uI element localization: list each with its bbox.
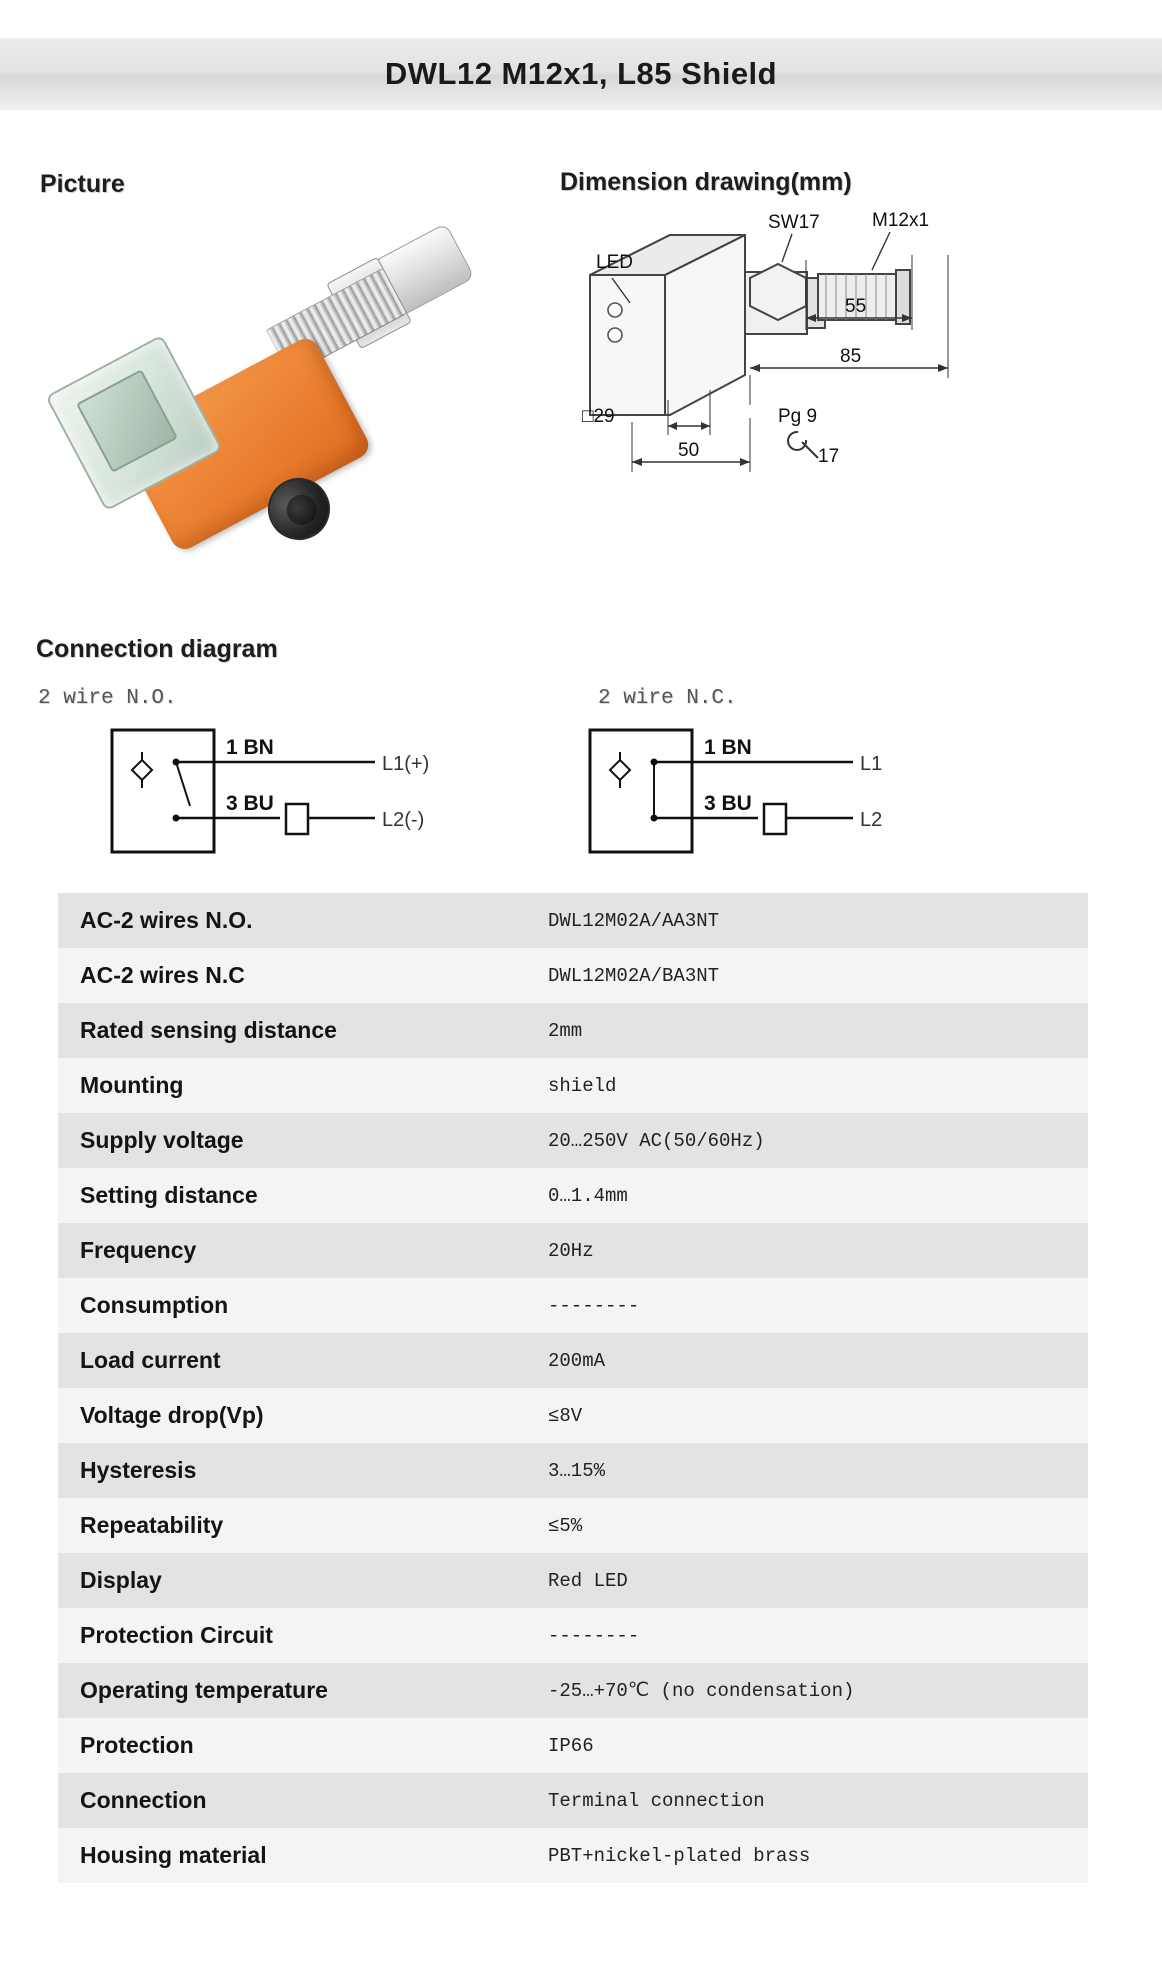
connection-diagram-svg xyxy=(30,710,1130,880)
watermark: kinsly-automation.com xyxy=(702,1180,847,1257)
table-row xyxy=(58,1168,1088,1223)
spec-value: shield xyxy=(548,1074,617,1097)
spec-key: Rated sensing distance xyxy=(80,1017,337,1043)
spec-key: Voltage drop(Vp) xyxy=(80,1402,264,1428)
watermark: kinsly-automation.com xyxy=(602,1510,747,1587)
specification-table xyxy=(58,893,1088,1883)
spec-key: Frequency xyxy=(80,1237,197,1263)
table-row xyxy=(58,1003,1088,1058)
label-dim-55: 55 xyxy=(845,296,867,317)
label-no-line1: L1(+) xyxy=(382,753,430,775)
wrench-icon xyxy=(788,432,818,458)
table-row xyxy=(58,1663,1088,1718)
dimension-drawing xyxy=(560,200,1132,580)
page-title: DWL12 M12x1, L85 Shield xyxy=(384,56,778,91)
table-row xyxy=(58,1608,1088,1663)
spec-value: 3…15% xyxy=(548,1459,606,1482)
spec-value: -------- xyxy=(548,1624,640,1647)
spec-key: Consumption xyxy=(80,1292,229,1318)
spec-value: 2mm xyxy=(548,1019,583,1042)
table-row xyxy=(58,1223,1088,1278)
label-m12x1: M12x1 xyxy=(872,210,930,231)
spec-key: Operating temperature xyxy=(80,1677,328,1703)
label-pg9: Pg 9 xyxy=(778,406,818,427)
label-dim-85: 85 xyxy=(840,346,862,367)
label-dim-29: □29 xyxy=(582,406,615,427)
spec-key: Load current xyxy=(80,1347,221,1373)
connection-nc-subtitle: 2 wire N.C. xyxy=(598,687,737,710)
table-row xyxy=(58,1388,1088,1443)
spec-value: ≤5% xyxy=(548,1514,583,1537)
connection-no-subtitle: 2 wire N.O. xyxy=(38,687,177,710)
spec-value: 20Hz xyxy=(548,1239,594,1262)
spec-key: Hysteresis xyxy=(80,1457,197,1483)
table-row xyxy=(58,1058,1088,1113)
spec-value: ≤8V xyxy=(548,1404,583,1427)
spec-key: Supply voltage xyxy=(80,1127,244,1153)
section-heading-picture: Picture xyxy=(40,170,125,198)
label-no-wire1: 1 BN xyxy=(226,736,274,759)
table-row xyxy=(58,1828,1088,1883)
section-heading-dimension: Dimension drawing(mm) xyxy=(560,168,852,196)
table-row xyxy=(58,1498,1088,1553)
spec-value: -------- xyxy=(548,1294,640,1317)
spec-key: Setting distance xyxy=(80,1182,258,1208)
spec-value: DWL12M02A/BA3NT xyxy=(548,964,720,987)
spec-value: Red LED xyxy=(548,1569,628,1592)
label-led: LED xyxy=(596,252,633,273)
spec-value: 0…1.4mm xyxy=(548,1184,628,1207)
label-no-wire2: 3 BU xyxy=(226,792,274,815)
label-no-line2: L2(-) xyxy=(382,809,425,831)
table-row xyxy=(58,1113,1088,1168)
page-title-bar xyxy=(0,38,1162,110)
spec-key: Display xyxy=(80,1567,162,1593)
table-row xyxy=(58,1333,1088,1388)
table-row xyxy=(58,1278,1088,1333)
spec-value: PBT+nickel-plated brass xyxy=(548,1844,811,1867)
sensor-illustration xyxy=(40,210,520,590)
spec-key: AC-2 wires N.O. xyxy=(80,907,253,933)
spec-key: Repeatability xyxy=(80,1512,224,1538)
table-row xyxy=(58,1443,1088,1498)
spec-key: Mounting xyxy=(80,1072,184,1098)
diagram-no xyxy=(112,730,429,852)
table-row xyxy=(58,893,1088,948)
connection-diagrams xyxy=(30,710,1130,880)
section-heading-connection: Connection diagram xyxy=(36,635,278,663)
label-nc-wire2: 3 BU xyxy=(704,792,752,815)
table-row xyxy=(58,1553,1088,1608)
table-row xyxy=(58,948,1088,1003)
diagram-nc xyxy=(590,730,882,852)
table-row xyxy=(58,1773,1088,1828)
label-dim-50: 50 xyxy=(678,440,700,461)
spec-value: -25…+70℃ (no condensation) xyxy=(548,1680,855,1702)
spec-key: AC-2 wires N.C xyxy=(80,962,245,988)
spec-value: Terminal connection xyxy=(548,1789,765,1812)
table-row xyxy=(58,1718,1088,1773)
product-photo xyxy=(40,210,520,590)
spec-value: 200mA xyxy=(548,1349,606,1372)
spec-value: IP66 xyxy=(548,1734,594,1757)
label-sw17: SW17 xyxy=(768,212,820,233)
spec-key: Housing material xyxy=(80,1842,267,1868)
spec-value: DWL12M02A/AA3NT xyxy=(548,909,720,932)
spec-key: Connection xyxy=(80,1787,207,1813)
label-dim-17: 17 xyxy=(818,446,840,467)
spec-key: Protection Circuit xyxy=(80,1622,273,1648)
label-nc-line2: L2 xyxy=(860,809,883,831)
watermark: kinsly-automation.com xyxy=(342,1170,487,1247)
spec-value: 20…250V AC(50/60Hz) xyxy=(548,1129,765,1152)
label-nc-line1: L1 xyxy=(860,753,883,775)
spec-key: Protection xyxy=(80,1732,194,1758)
label-nc-wire1: 1 BN xyxy=(704,736,752,759)
dimension-drawing-svg xyxy=(560,200,1132,580)
